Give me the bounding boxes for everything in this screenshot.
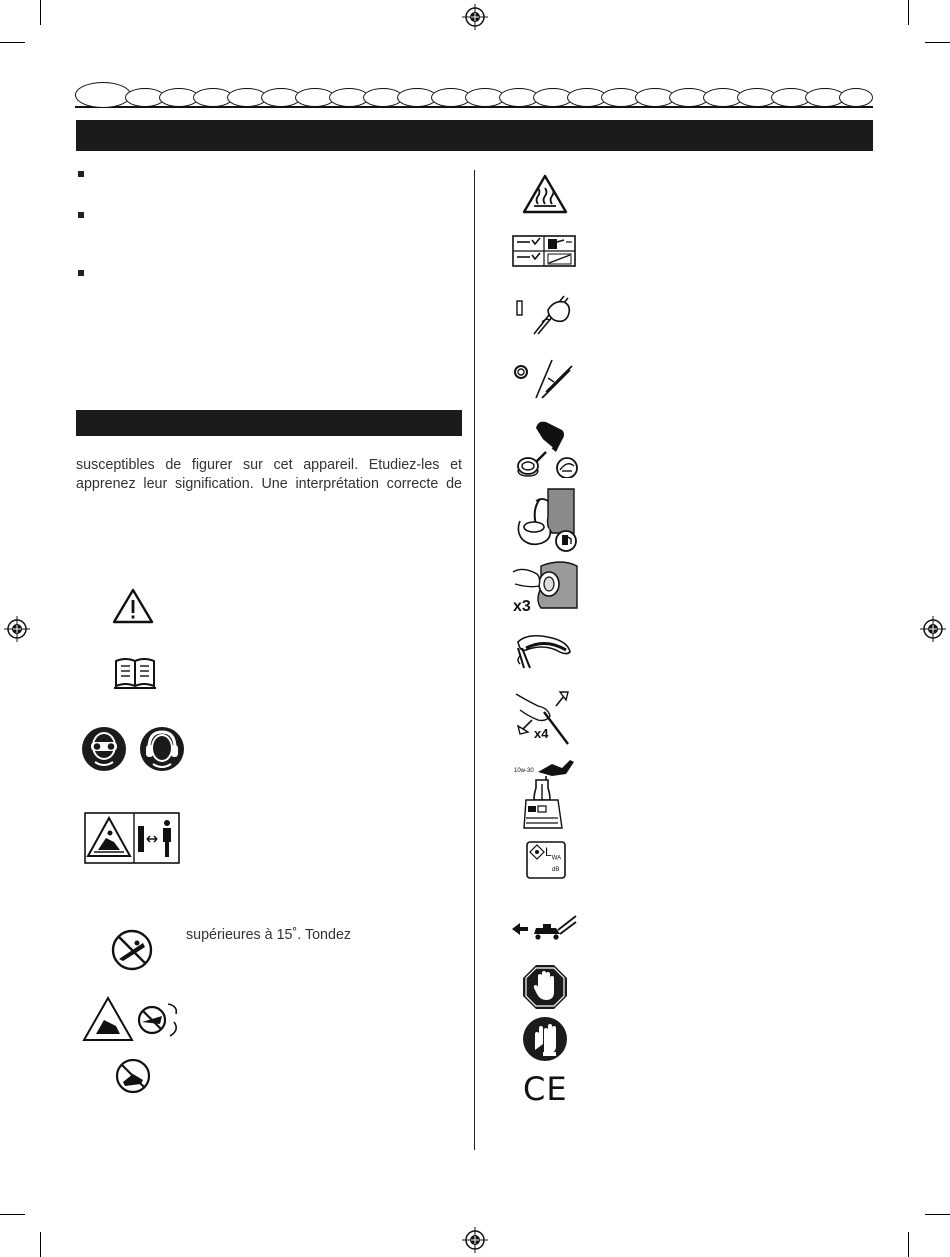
refuel-icon — [512, 487, 578, 553]
x3-label: x3 — [513, 598, 531, 615]
crop-mark — [0, 1214, 25, 1215]
slope-text: supérieures à 15˚. Tondez — [186, 927, 352, 943]
check-oil-icon — [512, 418, 578, 478]
direction-of-travel-icon — [510, 912, 578, 946]
x4-label: x4 — [534, 726, 549, 741]
lwa-label: $L_{WA}$ — [545, 845, 562, 862]
crop-mark — [908, 1232, 909, 1257]
crop-mark — [40, 0, 41, 25]
read-manual-icon — [113, 656, 157, 690]
rotating-blade-hazard-icon — [82, 994, 184, 1046]
language-tab[interactable] — [839, 88, 873, 107]
no-feet-under-deck-icon — [115, 1058, 151, 1094]
intro-line-2: apprenez leur signification. Une interprétation correcte de — [76, 476, 462, 492]
crop-mark — [40, 1232, 41, 1257]
primer-bulb-icon — [512, 356, 576, 400]
section-header-bar — [76, 120, 873, 151]
wear-gloves-icon — [522, 1016, 568, 1062]
stop-hand-icon — [522, 964, 568, 1010]
hold-bail-handle-icon — [512, 628, 576, 670]
warning-triangle-icon — [112, 588, 154, 624]
oil-type-icon — [512, 754, 576, 830]
keep-bystanders-away-icon — [84, 812, 180, 864]
column-divider — [474, 170, 475, 1150]
bullet-marker — [78, 270, 84, 276]
registration-mark-top — [462, 4, 488, 30]
crop-mark — [925, 42, 950, 43]
registration-mark-bottom — [462, 1227, 488, 1253]
registration-mark-right — [920, 616, 946, 642]
ear-protection-icon — [139, 726, 185, 772]
no-slope-icon — [111, 929, 153, 971]
bullet-marker — [78, 171, 84, 177]
registration-mark-left — [4, 616, 30, 642]
choke-lever-icon — [514, 292, 574, 336]
crop-mark — [925, 1214, 950, 1215]
crop-mark — [0, 42, 25, 43]
intro-line-1: susceptibles de figurer sur cet appareil. Etudiez-les et — [76, 457, 462, 473]
language-tab-active[interactable] — [75, 82, 131, 108]
pull-cord-x4-icon — [512, 690, 576, 746]
symbols-section-bar — [76, 410, 462, 436]
crop-mark — [908, 0, 909, 25]
press-primer-x3-icon — [511, 558, 581, 616]
hot-surface-icon — [522, 174, 568, 214]
fuel-oil-instructions-icon — [512, 235, 576, 267]
eye-protection-icon — [81, 726, 127, 772]
language-tabs — [75, 82, 873, 110]
db-label: dB — [552, 867, 560, 873]
ce-mark-icon: CE — [523, 1070, 568, 1108]
oil-grade-label: 10w-30 — [514, 768, 534, 774]
sound-power-level-icon — [526, 841, 566, 879]
symbols-section-title — [76, 415, 84, 431]
bullet-marker — [78, 212, 84, 218]
